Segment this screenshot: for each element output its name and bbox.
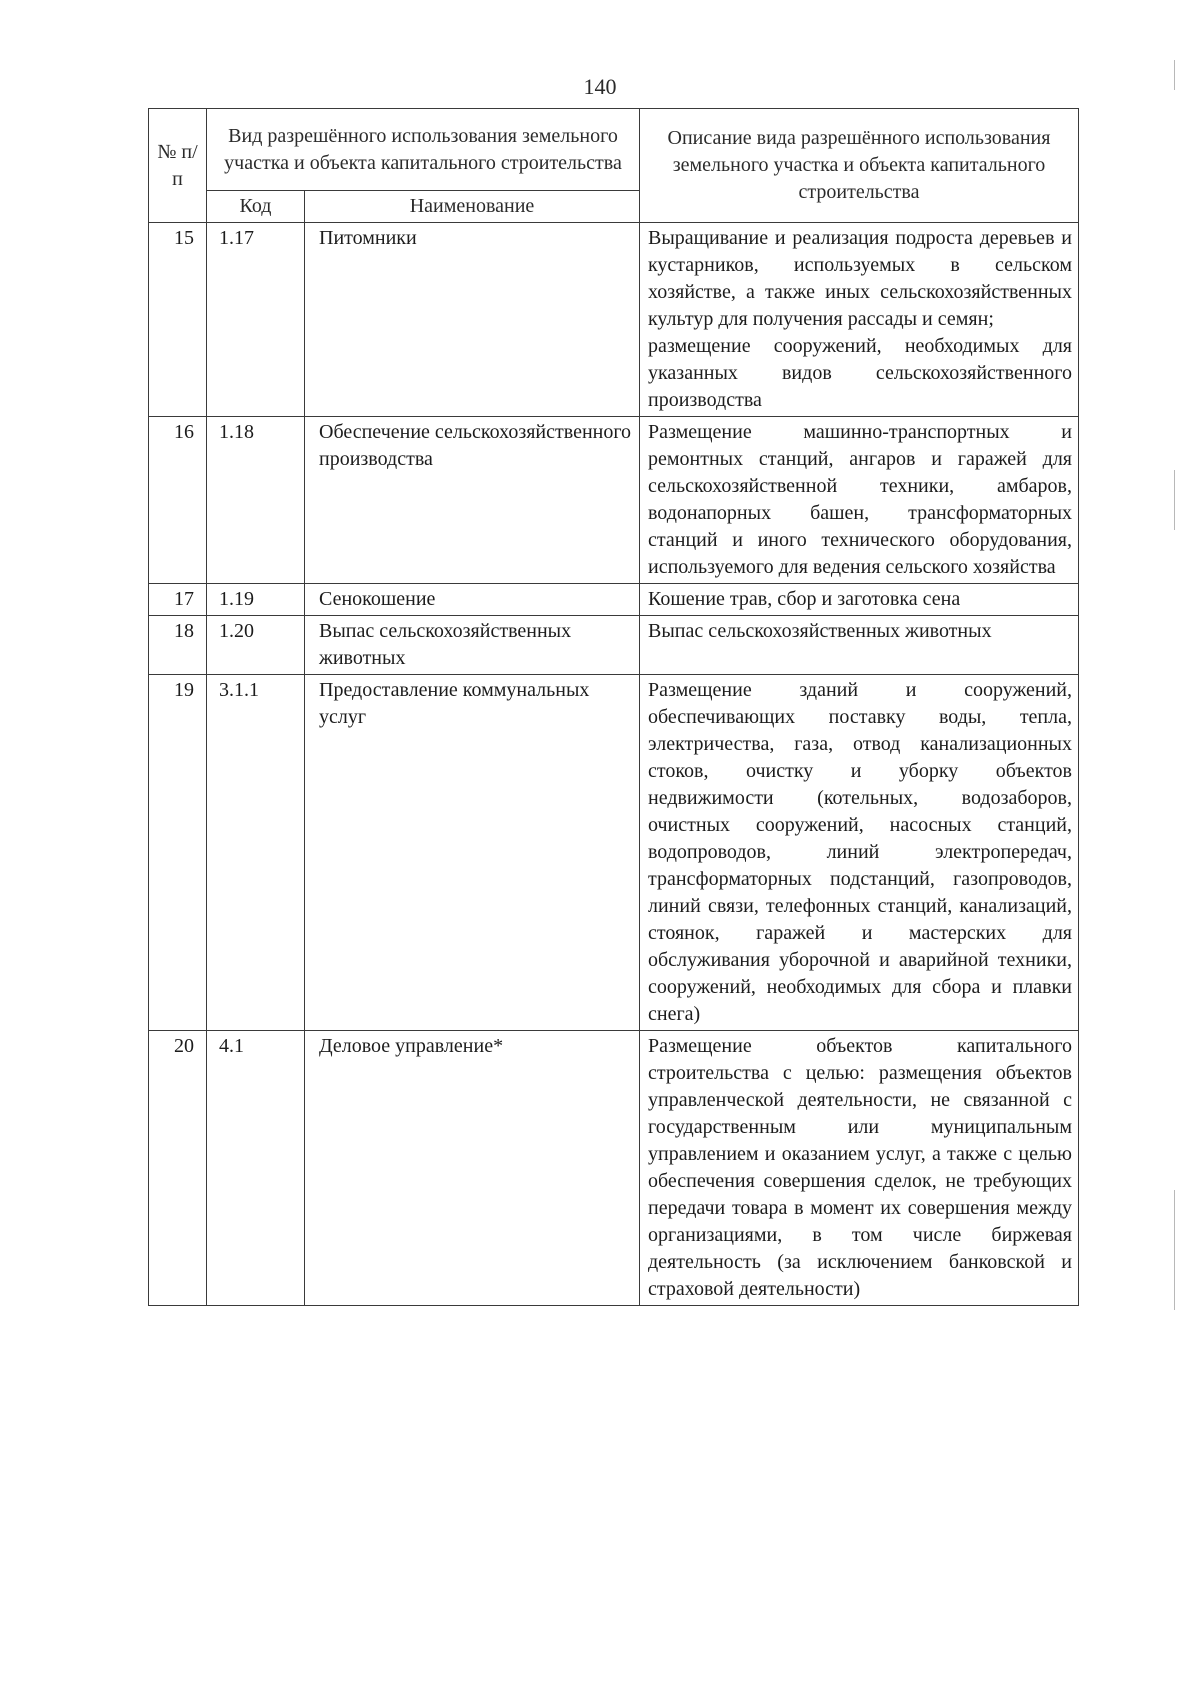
row-name: Сенокошение	[305, 584, 640, 616]
table-row	[149, 584, 1079, 616]
row-name: Питомники	[305, 223, 640, 417]
header-description: Описание вида разрешённого использования земельного участка и объекта капитального строительства	[640, 109, 1079, 223]
scan-mark	[1174, 1190, 1175, 1310]
page-number: 140	[583, 74, 617, 99]
row-name: Деловое управление*	[305, 1031, 640, 1306]
land-use-table	[148, 108, 1079, 1306]
description-paragraph: Размещение машинно-транспортных и ремонтных станций, ангаров и гаражей для сельскохозяйственной техники, амбаров, водонапорных башен, трансформаторных станций и иного технического оборудования, используемого для ведения сельского хозяйства	[648, 421, 1072, 578]
description-paragraph: размещение сооружений, необходимых для указанных видов сельскохозяйственного производства	[648, 335, 1072, 411]
row-code: 4.1	[207, 1031, 305, 1306]
row-code: 1.17	[207, 223, 305, 417]
scan-mark	[1174, 60, 1175, 90]
header-num: № п/п	[149, 109, 207, 223]
table-row	[149, 616, 1079, 675]
row-number: 17	[149, 584, 207, 616]
row-name: Выпас сельскохозяйственных животных	[305, 616, 640, 675]
table-header	[149, 109, 1079, 223]
row-description	[640, 675, 1079, 1031]
scan-mark	[1174, 470, 1175, 530]
row-code: 1.20	[207, 616, 305, 675]
row-description	[640, 584, 1079, 616]
scan-margin-marks	[1174, 40, 1182, 1540]
row-name: Предоставление коммунальных услуг	[305, 675, 640, 1031]
row-name: Обеспечение сельскохозяйственного производства	[305, 417, 640, 584]
description-paragraph: Выпас сельскохозяйственных животных	[648, 620, 992, 642]
table-row	[149, 223, 1079, 417]
table-body	[149, 223, 1079, 1306]
row-number: 19	[149, 675, 207, 1031]
table-row	[149, 417, 1079, 584]
row-description	[640, 616, 1079, 675]
row-description	[640, 1031, 1079, 1306]
description-paragraph: Размещение зданий и сооружений, обеспечивающих поставку воды, тепла, электричества, газа, отвод канализационных стоков, очистку и уборку объектов недвижимости (котельных, водозаборов, очистных сооружений, насосных станций, водопроводов, линий электропередач, трансформаторных подстанций, газопроводов, линий связи, телефонных станций, канализаций, стоянок, гаражей и мастерских для обслуживания уборочной и аварийной техники, сооружений, необходимых для сбора и плавки снега)	[648, 679, 1072, 1025]
row-number: 20	[149, 1031, 207, 1306]
row-code: 3.1.1	[207, 675, 305, 1031]
description-paragraph: Кошение трав, сбор и заготовка сена	[648, 588, 961, 610]
description-paragraph: Выращивание и реализация подроста деревьев и кустарников, используемых в сельском хозяйстве, а также иных сельскохозяйственных культур для получения рассады и семян;	[648, 227, 1072, 330]
row-number: 16	[149, 417, 207, 584]
row-description	[640, 417, 1079, 584]
header-name: Наименование	[305, 191, 640, 223]
row-code: 1.18	[207, 417, 305, 584]
header-land-use-type: Вид разрешённого использования земельного участка и объекта капитального строительства	[207, 109, 640, 191]
header-code: Код	[207, 191, 305, 223]
row-code: 1.19	[207, 584, 305, 616]
row-number: 18	[149, 616, 207, 675]
row-description	[640, 223, 1079, 417]
table-row	[149, 675, 1079, 1031]
description-paragraph: Размещение объектов капитального строительства с целью: размещения объектов управленческой деятельности, не связанной с государственным или муниципальным управлением и оказанием услуг, а также с целью обеспечения совершения сделок, не требующих передачи товара в момент их совершения между организациями, в том числе биржевая деятельность (за исключением банковской и страховой деятельности)	[648, 1035, 1072, 1300]
table-row	[149, 1031, 1079, 1306]
row-number: 15	[149, 223, 207, 417]
